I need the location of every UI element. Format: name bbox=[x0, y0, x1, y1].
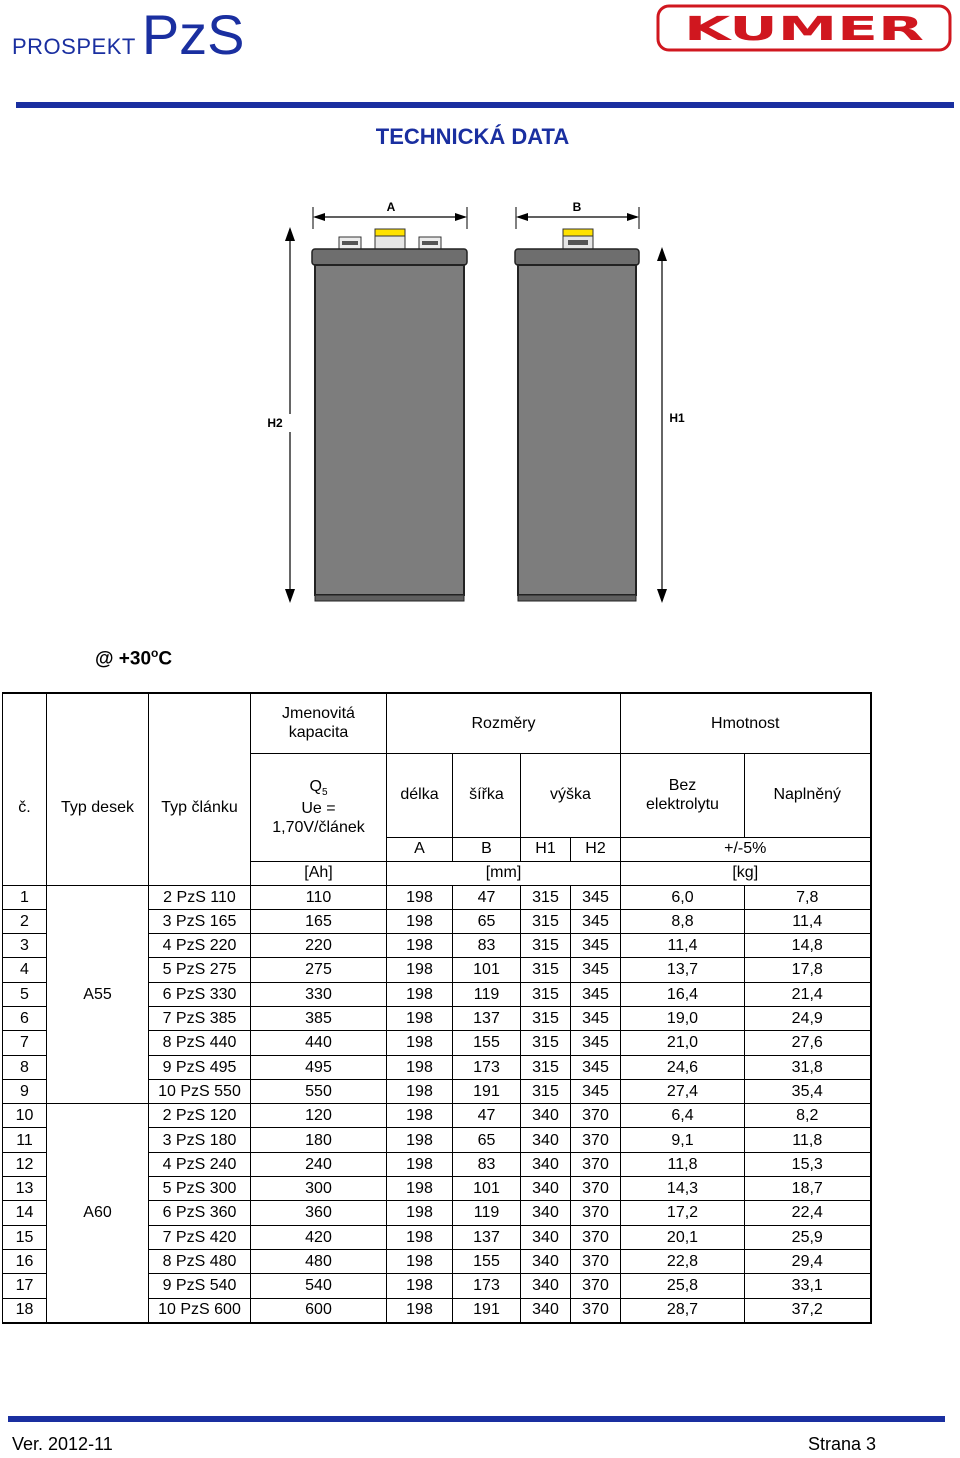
cell-width-b: 119 bbox=[453, 1201, 521, 1225]
cell-width-b: 155 bbox=[453, 1249, 521, 1273]
bez-line2: elektrolytu bbox=[646, 796, 719, 813]
cell-capacity: 180 bbox=[251, 1128, 387, 1152]
cell-typ-clanku: 3 PzS 165 bbox=[149, 909, 251, 933]
kumer-logo bbox=[656, 4, 952, 52]
footer-rule bbox=[8, 1416, 945, 1422]
cell-capacity: 220 bbox=[251, 934, 387, 958]
cell-typ-clanku: 7 PzS 420 bbox=[149, 1225, 251, 1249]
cell-width-b: 83 bbox=[453, 1152, 521, 1176]
col-header-vyska: výška bbox=[521, 753, 621, 837]
q5-line3: 1,70V/článek bbox=[272, 819, 365, 837]
cell-capacity: 480 bbox=[251, 1249, 387, 1273]
cell-left-body bbox=[315, 265, 464, 595]
cell-weight-filled: 11,4 bbox=[745, 909, 871, 933]
cell-height-h1: 340 bbox=[521, 1201, 571, 1225]
cell-length-a: 198 bbox=[387, 1079, 453, 1103]
cell-right-body bbox=[518, 265, 636, 595]
cell-height-h2: 345 bbox=[571, 1055, 621, 1079]
cell-capacity: 550 bbox=[251, 1079, 387, 1103]
dim-label-h2: H2 bbox=[267, 416, 283, 430]
cell-width-b: 65 bbox=[453, 1128, 521, 1152]
cell-no: 1 bbox=[3, 885, 47, 909]
q5-line2: Ue = bbox=[301, 799, 336, 817]
cell-height-h2: 345 bbox=[571, 1031, 621, 1055]
cell-weight-filled: 21,4 bbox=[745, 982, 871, 1006]
cell-height-h1: 340 bbox=[521, 1249, 571, 1273]
cell-height-h1: 315 bbox=[521, 934, 571, 958]
cell-no: 12 bbox=[3, 1152, 47, 1176]
col-header-h1: H1 bbox=[521, 837, 571, 861]
cell-weight-filled: 24,9 bbox=[745, 1006, 871, 1030]
cell-height-h2: 345 bbox=[571, 958, 621, 982]
col-header-typ-clanku: Typ článku bbox=[149, 693, 251, 885]
cell-width-b: 101 bbox=[453, 1177, 521, 1201]
temperature-unit: C bbox=[158, 648, 173, 670]
cell-capacity: 540 bbox=[251, 1274, 387, 1298]
cell-weight-filled: 15,3 bbox=[745, 1152, 871, 1176]
cell-weight-filled: 31,8 bbox=[745, 1055, 871, 1079]
cell-length-a: 198 bbox=[387, 1177, 453, 1201]
cell-length-a: 198 bbox=[387, 1006, 453, 1030]
cell-length-a: 198 bbox=[387, 1225, 453, 1249]
header-prospekt: PROSPEKT bbox=[12, 34, 136, 59]
cell-capacity: 330 bbox=[251, 982, 387, 1006]
cell-height-h1: 315 bbox=[521, 1006, 571, 1030]
cell-width-b: 101 bbox=[453, 958, 521, 982]
cell-height-h1: 315 bbox=[521, 885, 571, 909]
cell-typ-clanku: 6 PzS 360 bbox=[149, 1201, 251, 1225]
cell-length-a: 198 bbox=[387, 909, 453, 933]
cell-right-lid bbox=[515, 249, 639, 265]
cell-width-b: 65 bbox=[453, 909, 521, 933]
cell-length-a: 198 bbox=[387, 1128, 453, 1152]
temperature-degree: o bbox=[151, 646, 159, 660]
unit-ah: [Ah] bbox=[251, 861, 387, 885]
cell-left-lid bbox=[312, 249, 467, 265]
q5-sub: 5 bbox=[321, 786, 328, 798]
cell-no: 14 bbox=[3, 1201, 47, 1225]
cell-weight-empty: 9,1 bbox=[621, 1128, 745, 1152]
cell-typ-clanku: 4 PzS 240 bbox=[149, 1152, 251, 1176]
cell-typ-clanku: 2 PzS 110 bbox=[149, 885, 251, 909]
cell-weight-empty: 17,2 bbox=[621, 1201, 745, 1225]
col-header-bez-elektrolytu bbox=[621, 753, 745, 837]
cell-height-h1: 340 bbox=[521, 1128, 571, 1152]
table-row bbox=[3, 1104, 871, 1128]
cell-weight-empty: 6,0 bbox=[621, 885, 745, 909]
cell-weight-filled: 37,2 bbox=[745, 1298, 871, 1323]
cell-weight-filled: 17,8 bbox=[745, 958, 871, 982]
cell-length-a: 198 bbox=[387, 1104, 453, 1128]
document-header bbox=[12, 2, 245, 67]
cell-typ-clanku: 4 PzS 220 bbox=[149, 934, 251, 958]
cell-height-h1: 315 bbox=[521, 982, 571, 1006]
cell-length-a: 198 bbox=[387, 934, 453, 958]
cell-height-h1: 340 bbox=[521, 1177, 571, 1201]
cell-no: 15 bbox=[3, 1225, 47, 1249]
cell-right-terminal bbox=[563, 229, 593, 249]
cell-capacity: 275 bbox=[251, 958, 387, 982]
cell-weight-filled: 22,4 bbox=[745, 1201, 871, 1225]
cell-no: 4 bbox=[3, 958, 47, 982]
cell-no: 17 bbox=[3, 1274, 47, 1298]
cell-weight-empty: 11,4 bbox=[621, 934, 745, 958]
cell-typ-clanku: 9 PzS 540 bbox=[149, 1274, 251, 1298]
cell-height-h2: 370 bbox=[571, 1201, 621, 1225]
cell-typ-clanku: 8 PzS 440 bbox=[149, 1031, 251, 1055]
dim-label-h1: H1 bbox=[669, 411, 685, 425]
col-header-q5 bbox=[251, 753, 387, 861]
nominal-line1: Jmenovitá bbox=[282, 705, 355, 723]
cell-weight-filled: 8,2 bbox=[745, 1104, 871, 1128]
cell-no: 2 bbox=[3, 909, 47, 933]
cell-capacity: 495 bbox=[251, 1055, 387, 1079]
footer-version: Ver. 2012-11 bbox=[12, 1434, 113, 1454]
cell-weight-empty: 11,8 bbox=[621, 1152, 745, 1176]
cell-length-a: 198 bbox=[387, 958, 453, 982]
cell-height-h1: 315 bbox=[521, 1079, 571, 1103]
cell-height-h1: 315 bbox=[521, 1055, 571, 1079]
q5-main: Q bbox=[309, 777, 322, 795]
cell-capacity: 300 bbox=[251, 1177, 387, 1201]
col-header-b: B bbox=[453, 837, 521, 861]
cell-width-b: 155 bbox=[453, 1031, 521, 1055]
cell-no: 7 bbox=[3, 1031, 47, 1055]
col-header-delka: délka bbox=[387, 753, 453, 837]
cell-width-b: 173 bbox=[453, 1274, 521, 1298]
cell-height-h2: 370 bbox=[571, 1298, 621, 1323]
cell-height-h1: 340 bbox=[521, 1104, 571, 1128]
cell-length-a: 198 bbox=[387, 982, 453, 1006]
cell-height-h2: 345 bbox=[571, 885, 621, 909]
cell-typ-clanku: 3 PzS 180 bbox=[149, 1128, 251, 1152]
cell-capacity: 240 bbox=[251, 1152, 387, 1176]
cell-height-h2: 345 bbox=[571, 1079, 621, 1103]
cell-weight-filled: 35,4 bbox=[745, 1079, 871, 1103]
cell-height-h2: 370 bbox=[571, 1104, 621, 1128]
cell-capacity: 110 bbox=[251, 885, 387, 909]
nominal-line2: kapacita bbox=[288, 724, 349, 742]
cell-height-h2: 345 bbox=[571, 934, 621, 958]
cell-height-h2: 370 bbox=[571, 1225, 621, 1249]
cell-capacity: 165 bbox=[251, 909, 387, 933]
cell-width-b: 173 bbox=[453, 1055, 521, 1079]
cell-typ-clanku: 6 PzS 330 bbox=[149, 982, 251, 1006]
cell-no: 16 bbox=[3, 1249, 47, 1273]
cell-typ-clanku: 5 PzS 300 bbox=[149, 1177, 251, 1201]
cell-height-h2: 345 bbox=[571, 909, 621, 933]
cell-typ-clanku: 7 PzS 385 bbox=[149, 1006, 251, 1030]
cell-weight-empty: 27,4 bbox=[621, 1079, 745, 1103]
table-row bbox=[3, 885, 871, 909]
unit-mm: [mm] bbox=[387, 861, 621, 885]
cell-height-h2: 370 bbox=[571, 1177, 621, 1201]
cell-width-b: 47 bbox=[453, 1104, 521, 1128]
cell-length-a: 198 bbox=[387, 1201, 453, 1225]
cell-no: 18 bbox=[3, 1298, 47, 1323]
cell-typ-clanku: 2 PzS 120 bbox=[149, 1104, 251, 1128]
cell-height-h2: 370 bbox=[571, 1128, 621, 1152]
cell-weight-filled: 25,9 bbox=[745, 1225, 871, 1249]
cell-weight-filled: 11,8 bbox=[745, 1128, 871, 1152]
cell-weight-empty: 28,7 bbox=[621, 1298, 745, 1323]
cell-height-h2: 370 bbox=[571, 1274, 621, 1298]
col-header-rozmery: Rozměry bbox=[387, 693, 621, 753]
cell-weight-filled: 27,6 bbox=[745, 1031, 871, 1055]
col-header-typ-desek: Typ desek bbox=[47, 693, 149, 885]
unit-kg: [kg] bbox=[621, 861, 871, 885]
cell-weight-filled: 33,1 bbox=[745, 1274, 871, 1298]
cell-height-h1: 340 bbox=[521, 1274, 571, 1298]
cell-height-h1: 340 bbox=[521, 1152, 571, 1176]
temperature-prefix: @ +30 bbox=[95, 648, 152, 670]
cell-weight-empty: 14,3 bbox=[621, 1177, 745, 1201]
cell-typ-desek: A60 bbox=[47, 1104, 149, 1323]
cell-length-a: 198 bbox=[387, 1274, 453, 1298]
cell-weight-filled: 7,8 bbox=[745, 885, 871, 909]
cell-width-b: 83 bbox=[453, 934, 521, 958]
cell-capacity: 385 bbox=[251, 1006, 387, 1030]
col-header-hmotnost: Hmotnost bbox=[621, 693, 871, 753]
cell-capacity: 440 bbox=[251, 1031, 387, 1055]
col-header-nominal bbox=[251, 693, 387, 753]
cell-no: 8 bbox=[3, 1055, 47, 1079]
dim-label-b: B bbox=[572, 200, 582, 214]
cell-typ-clanku: 10 PzS 550 bbox=[149, 1079, 251, 1103]
cell-weight-empty: 20,1 bbox=[621, 1225, 745, 1249]
cell-no: 6 bbox=[3, 1006, 47, 1030]
cell-height-h1: 340 bbox=[521, 1225, 571, 1249]
cell-height-h2: 370 bbox=[571, 1249, 621, 1273]
cell-capacity: 600 bbox=[251, 1298, 387, 1323]
temperature-label bbox=[95, 646, 172, 670]
col-header-a: A bbox=[387, 837, 453, 861]
cell-width-b: 137 bbox=[453, 1006, 521, 1030]
cell-weight-empty: 6,4 bbox=[621, 1104, 745, 1128]
cell-height-h1: 315 bbox=[521, 1031, 571, 1055]
battery-diagram bbox=[255, 195, 705, 615]
col-header-no: č. bbox=[3, 693, 47, 885]
cell-height-h2: 345 bbox=[571, 982, 621, 1006]
cell-typ-clanku: 5 PzS 275 bbox=[149, 958, 251, 982]
cell-no: 13 bbox=[3, 1177, 47, 1201]
cell-capacity: 360 bbox=[251, 1201, 387, 1225]
cell-no: 10 bbox=[3, 1104, 47, 1128]
cell-weight-empty: 22,8 bbox=[621, 1249, 745, 1273]
cell-left-terminals bbox=[339, 229, 441, 249]
cell-height-h1: 340 bbox=[521, 1298, 571, 1323]
cell-height-h2: 345 bbox=[571, 1006, 621, 1030]
cell-weight-empty: 25,8 bbox=[621, 1274, 745, 1298]
footer-page: Strana 3 bbox=[808, 1434, 877, 1454]
cell-weight-empty: 24,6 bbox=[621, 1055, 745, 1079]
cell-length-a: 198 bbox=[387, 1031, 453, 1055]
col-header-sirka: šířka bbox=[453, 753, 521, 837]
cell-width-b: 137 bbox=[453, 1225, 521, 1249]
cell-length-a: 198 bbox=[387, 1249, 453, 1273]
col-header-naplneny: Naplněný bbox=[745, 753, 871, 837]
cell-weight-filled: 14,8 bbox=[745, 934, 871, 958]
col-header-h2: H2 bbox=[571, 837, 621, 861]
cell-capacity: 420 bbox=[251, 1225, 387, 1249]
cell-typ-desek: A55 bbox=[47, 885, 149, 1104]
cell-weight-empty: 21,0 bbox=[621, 1031, 745, 1055]
cell-length-a: 198 bbox=[387, 1152, 453, 1176]
cell-no: 5 bbox=[3, 982, 47, 1006]
cell-weight-empty: 19,0 bbox=[621, 1006, 745, 1030]
cell-length-a: 198 bbox=[387, 885, 453, 909]
cell-width-b: 47 bbox=[453, 885, 521, 909]
cell-height-h2: 370 bbox=[571, 1152, 621, 1176]
header-pzs: PzS bbox=[141, 3, 245, 66]
cell-weight-empty: 8,8 bbox=[621, 909, 745, 933]
cell-weight-empty: 16,4 bbox=[621, 982, 745, 1006]
cell-weight-empty: 13,7 bbox=[621, 958, 745, 982]
logo-text: KUMER bbox=[684, 9, 924, 48]
col-header-tolerance: +/-5% bbox=[621, 837, 871, 861]
header-rule bbox=[16, 102, 954, 108]
page-title: TECHNICKÁ DATA bbox=[375, 124, 570, 149]
cell-typ-clanku: 10 PzS 600 bbox=[149, 1298, 251, 1323]
cell-width-b: 119 bbox=[453, 982, 521, 1006]
cell-length-a: 198 bbox=[387, 1298, 453, 1323]
technical-data-table bbox=[2, 692, 872, 1324]
cell-length-a: 198 bbox=[387, 1055, 453, 1079]
cell-capacity: 120 bbox=[251, 1104, 387, 1128]
cell-no: 9 bbox=[3, 1079, 47, 1103]
dim-label-a: A bbox=[386, 200, 396, 214]
cell-width-b: 191 bbox=[453, 1079, 521, 1103]
cell-typ-clanku: 9 PzS 495 bbox=[149, 1055, 251, 1079]
bez-line1: Bez bbox=[668, 776, 697, 794]
cell-width-b: 191 bbox=[453, 1298, 521, 1323]
cell-no: 11 bbox=[3, 1128, 47, 1152]
cell-no: 3 bbox=[3, 934, 47, 958]
cell-height-h1: 315 bbox=[521, 958, 571, 982]
cell-weight-filled: 29,4 bbox=[745, 1249, 871, 1273]
cell-weight-filled: 18,7 bbox=[745, 1177, 871, 1201]
cell-height-h1: 315 bbox=[521, 909, 571, 933]
cell-typ-clanku: 8 PzS 480 bbox=[149, 1249, 251, 1273]
